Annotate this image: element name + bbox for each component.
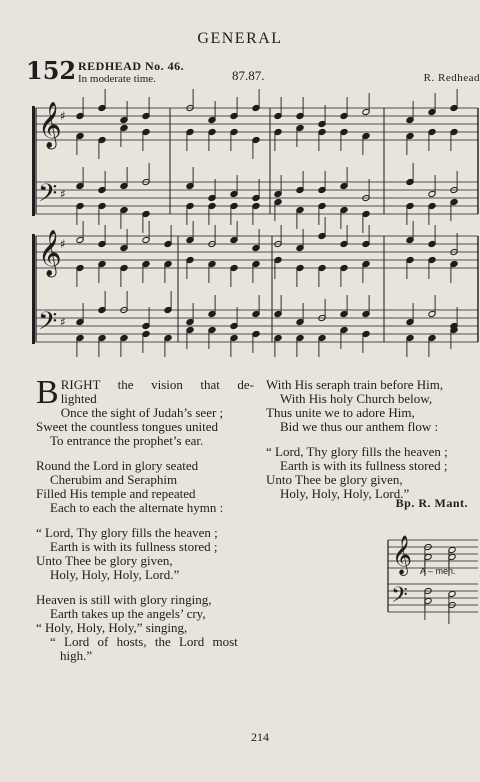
verse-5 [266,378,480,434]
verse-line: high.” [60,648,93,663]
text-author: Bp. R. Mant. [395,496,468,510]
verse-4 [36,593,254,663]
verse-line: lighted [60,391,97,406]
verse-line: Round the Lord in glory seated [36,458,199,473]
bass-clef: 𝄢 [38,179,58,214]
verse-line: Sweet the countless tongues united [36,419,218,434]
verse-6 [266,445,480,501]
verse-line: With His holy Church below, [280,391,433,406]
verse-line: RIGHT the vision that de- [60,377,254,392]
verse-1 [36,374,254,448]
page-number: 214 [251,730,269,744]
verse-line: Holy, Holy, Holy, Lord.” [280,486,410,501]
meter: 87.87. [232,68,265,83]
section-title: GENERAL [197,30,283,47]
verse-line: Earth takes up the angels’ cry, [50,606,206,621]
sharp-sign: ♯ [60,237,66,251]
verse-line: “ Holy, Holy, Holy,” singing, [36,620,188,635]
verse-line: Bid we thus our anthem flow : [280,419,439,434]
bass-clef: 𝄢 [38,307,58,342]
tune-name: REDHEAD No. 46. [78,59,185,73]
verse-line: “ Lord of hosts, the Lord most [50,634,238,649]
verse-line: “ Lord, Thy glory fills the heaven ; [36,525,218,540]
verse-line: Heaven is still with glory ringing, [36,592,212,607]
verse-line: Cherubim and Seraphim [50,472,178,487]
treble-clef: 𝄞 [38,102,62,148]
music-system-2 [32,217,478,357]
system-brace [32,106,35,216]
verse-line: Filled His temple and repeated [36,486,196,501]
amen-score [388,535,478,624]
verse-line: Once the sight of Judah’s seer ; [60,405,224,420]
sharp-sign: ♯ [60,187,66,201]
tempo-marking: In moderate time. [78,73,156,85]
bass-clef: 𝄢 [391,583,408,613]
verse-line: Unto Thee be glory given, [266,472,403,487]
verse-line: Earth is with its fullness stored ; [280,458,448,473]
hymn-number: 152 [26,56,77,85]
verse-line: Thus unite we to adore Him, [266,405,415,420]
verse-line: Each to each the alternate hymn : [50,500,224,515]
lyrics-column-1 [36,374,254,674]
drop-cap: B [36,374,59,411]
sharp-sign: ♯ [60,315,66,329]
amen-label: A – men. [420,566,456,576]
verse-line: “ Lord, Thy glory fills the heaven ; [266,444,448,459]
verse-line: Unto Thee be glory given, [36,553,173,568]
verse-line: To entrance the prophet’s ear. [50,433,204,448]
music-system-1 [32,89,478,233]
verse-2 [36,459,254,515]
system-brace [32,234,35,344]
lyrics-column-2 [266,378,480,512]
treble-clef: 𝄞 [392,535,413,575]
verse-line: Holy, Holy, Holy, Lord.” [50,567,180,582]
treble-clef: 𝄞 [38,230,62,276]
verse-line: Earth is with its fullness stored ; [50,539,218,554]
sharp-sign: ♯ [60,109,66,123]
composer: R. Redhead [423,72,480,84]
verse-3 [36,526,254,582]
verse-line: With His seraph train before Him, [266,377,444,392]
